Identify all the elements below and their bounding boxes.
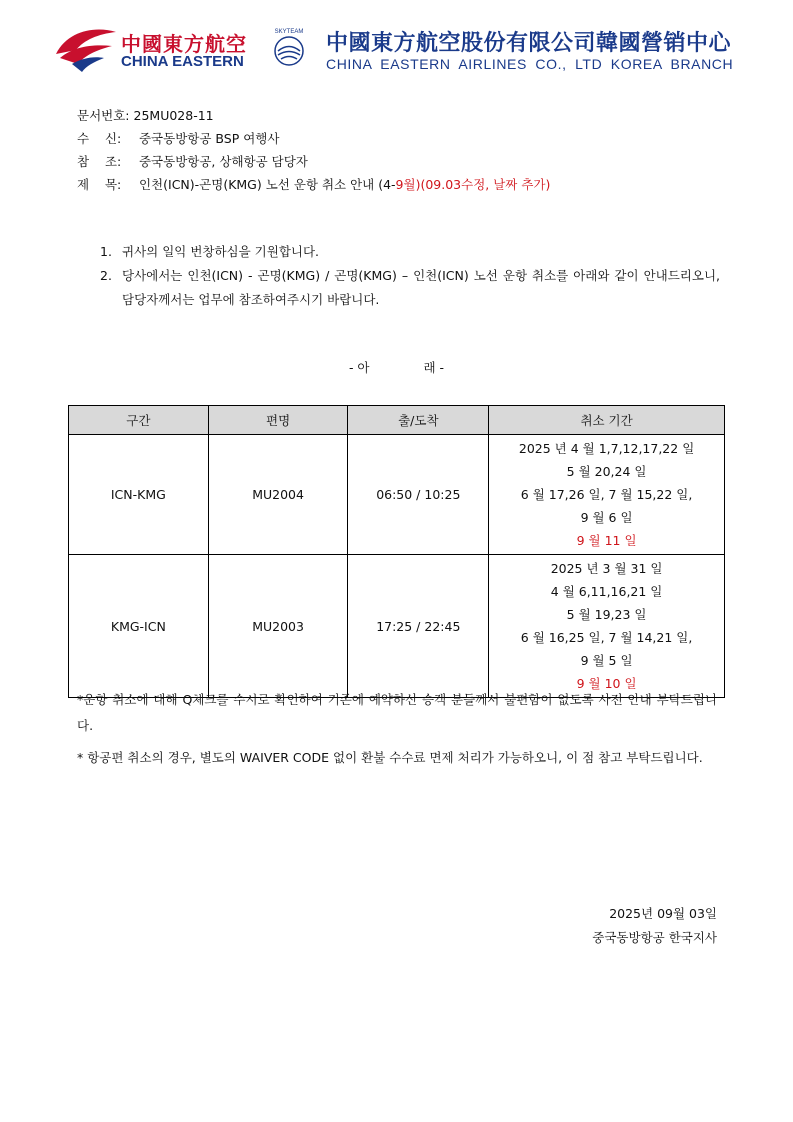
doc-number-label: 문서번호: [77,108,130,123]
period-line: 9 월 5 일 [580,653,633,668]
note-requery: *운항 취소에 대해 Q체크를 수시로 확인하여 기존에 예약하신 승객 분들께서 불편함이 없도록 사전 안내 부탁드립니다. [77,692,717,733]
subject-month-highlight: 9월 [395,177,416,192]
flight-cell: MU2003 [208,555,348,698]
period-line-added: 9 월 11 일 [576,533,637,548]
list-item-number: 1. [100,244,112,259]
skyteam-wordmark: SKYTEAM [274,29,304,35]
period-line: 5 월 20,24 일 [566,464,647,479]
route-cell: KMG-ICN [69,555,209,698]
period-line: 2025 년 4 월 1,7,12,17,22 일 [518,441,695,456]
cancellation-table [68,405,725,698]
column-header-period: 취소 기간 [489,406,725,435]
company-name-english: CHINA EASTERN AIRLINES CO., LTD KOREA BRANCH [326,56,734,72]
china-eastern-swallow-logo-icon [54,24,118,74]
column-header-time: 출/도착 [348,406,489,435]
list-item [100,240,720,264]
subject-main: 인천(ICN)-곤명(KMG) 노선 운항 취소 안내 (4- [138,177,396,192]
period-cell [489,435,725,555]
route-cell: ICN-KMG [69,435,209,555]
period-line: 2025 년 3 월 31 일 [550,561,663,576]
reference-line [77,152,308,170]
table-header-row [69,406,725,435]
issue-date: 2025년 09월 03일 [609,906,717,921]
recipient: 중국동방항공 BSP 여행사 [138,131,280,146]
reference-label: 참 조: [77,154,122,169]
notice-title [0,358,793,376]
notice-title-left: - 아 [348,360,370,375]
period-line: 9 월 6 일 [580,510,633,525]
list-item-text: 귀사의 일익 번창하심을 기원합니다. [122,244,320,259]
subject-label: 제 목: [77,177,122,192]
table-row [69,435,725,555]
period-line-added: 9 월 10 일 [576,676,637,691]
column-header-flight: 편명 [208,406,348,435]
list-item [100,264,720,312]
period-line: 5 월 19,23 일 [566,607,647,622]
doc-number-line [77,106,214,124]
subject-revision-note: )(09.03수정, 날짜 추가) [415,177,551,192]
period-line: 6 월 16,25 일, 7 월 14,21 일, [520,630,693,645]
column-header-route: 구간 [69,406,209,435]
time-cell: 17:25 / 22:45 [348,555,489,698]
airline-name-chinese: 中國東方航空 [121,32,247,56]
list-item-text: 당사에서는 인천(ICN) - 곤명(KMG) / 곤명(KMG) – 인천(ICN) 노선 운항 취소를 아래와 같이 안내드리오니, 담당자께서는 업무에 참조하여주시기 바랍니다. [122,268,720,307]
notice-title-right: 래 - [423,360,445,375]
skyteam-logo-icon [264,24,314,74]
note-waiver: * 항공편 취소의 경우, 별도의 WAIVER CODE 없이 환불 수수료 면제 처리가 가능하오니, 이 점 참고 부탁드립니다. [77,750,703,765]
period-line: 6 월 17,26 일, 7 월 15,22 일, [520,487,693,502]
table-row [69,555,725,698]
period-cell [489,555,725,698]
notes [77,687,717,771]
reference: 중국동방항공, 상해항공 담당자 [138,154,308,169]
company-name-chinese: 中國東方航空股份有限公司韓國營销中心 [326,31,732,56]
doc-number: 25MU028-11 [133,108,214,123]
issuer-name: 중국동방항공 한국지사 [592,930,717,945]
letterhead [0,0,793,90]
period-line: 4 월 6,11,16,21 일 [550,584,663,599]
body-list [100,240,720,312]
list-item-number: 2. [100,268,112,283]
subject-line [77,175,550,193]
recipient-line [77,129,279,147]
time-cell: 06:50 / 10:25 [348,435,489,555]
airline-name-english: CHINA EASTERN [121,53,244,70]
recipient-label: 수 신: [77,131,122,146]
flight-cell: MU2004 [208,435,348,555]
